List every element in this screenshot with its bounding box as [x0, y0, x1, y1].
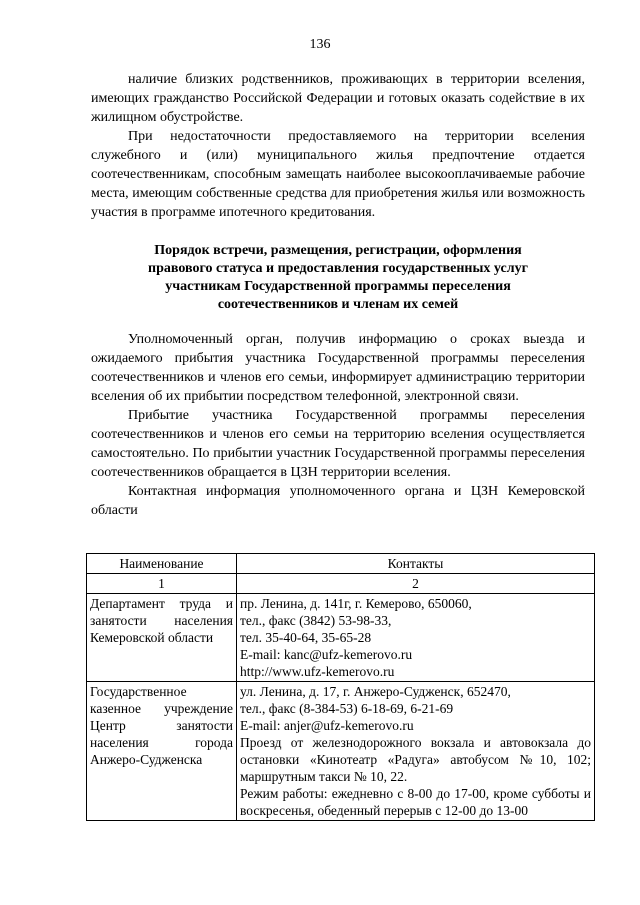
- heading-line-3: участникам Государственной программы переселения: [165, 279, 511, 294]
- contacts-table: [86, 553, 595, 821]
- body-text: [91, 70, 585, 520]
- contact-email: E-mail: kanc@ufz-kemerovo.ru: [240, 647, 413, 662]
- org-contacts: [237, 594, 595, 682]
- heading-line-1: Порядок встречи, размещения, регистрации, оформления: [154, 243, 522, 258]
- column-number-1: 1: [87, 574, 237, 594]
- org-name: Департамент труда и занятости населения Кемеровской области: [87, 594, 237, 682]
- paragraph-contact-info: Контактная информация уполномоченного органа и ЦЗН Кемеровской области: [91, 484, 585, 518]
- header-contacts: Контакты: [237, 554, 595, 574]
- contact-website: http://www.ufz-kemerovo.ru: [240, 664, 395, 679]
- table-row: [87, 594, 595, 682]
- table-row: [87, 682, 595, 821]
- paragraph-housing-priority: При недостаточности предоставляемого на территории вселения служебного и (или) муниципального жилья предпочтение отдается соотечественникам, способным замещать наиболее высокооплачиваемые рабочие места, имеющим собственные средства для приобретения жилья или возможность участия в программе ипотечного кредитования.: [91, 129, 585, 220]
- paragraph-arrival: Прибытие участника Государственной программы переселения соотечественников и членов его семьи на территорию вселения осуществляется самостоятельно. По прибытии участник Государственной программы переселения соотечественников обращается в ЦЗН территории вселения.: [91, 408, 585, 480]
- section-heading: [91, 242, 585, 314]
- contact-address: пр. Ленина, д. 141г, г. Кемерово, 650060,: [240, 596, 472, 611]
- paragraph-authorized-body: Уполномоченный орган, получив информацию о сроках выезда и ожидаемого прибытия участника Государственной программы переселения соотечественников и членов его семьи, информирует администрацию территории вселения об их прибытии посредством телефонной, электронной связи.: [91, 332, 585, 404]
- heading-line-4: соотечественников и членам их семей: [217, 297, 459, 312]
- heading-line-2: правового статуса и предоставления государственных услуг: [148, 261, 528, 276]
- column-number-2: 2: [237, 574, 595, 594]
- org-contacts: [237, 682, 595, 821]
- table-header-row: [87, 554, 595, 574]
- page-number: 136: [309, 37, 331, 52]
- contact-email: E-mail: anjer@ufz-kemerovo.ru: [240, 718, 414, 733]
- contact-phone-fax: тел., факс (8-384-53) 6-18-69, 6-21-69: [240, 701, 454, 716]
- contact-working-hours: Режим работы: ежедневно с 8-00 до 17-00, кроме субботы и воскресенья, обеденный перерыв с 12-00 до 13-00: [240, 786, 591, 818]
- contact-directions: Проезд от железнодорожного вокзала и автовокзала до остановки «Кинотеатр «Радуга» автобусом №10, 102; маршрутным такси № 10, 22.: [240, 735, 591, 784]
- table-number-row: [87, 574, 595, 594]
- header-name: Наименование: [87, 554, 237, 574]
- paragraph-continuation: наличие близких родственников, проживающих в территории вселения, имеющих гражданство Российской Федерации и готовых оказать содействие в их жилищном обустройстве.: [91, 72, 585, 125]
- contact-phone: тел. 35-40-64, 35-65-28: [240, 630, 372, 645]
- contact-address: ул. Ленина, д. 17, г. Анжеро-Судженск, 652470,: [240, 684, 511, 699]
- contact-phone-fax: тел., факс (3842) 53-98-33,: [240, 613, 392, 628]
- org-name: Государственное казенное учреждение Центр занятости населения города Анжеро-Судженска: [87, 682, 237, 821]
